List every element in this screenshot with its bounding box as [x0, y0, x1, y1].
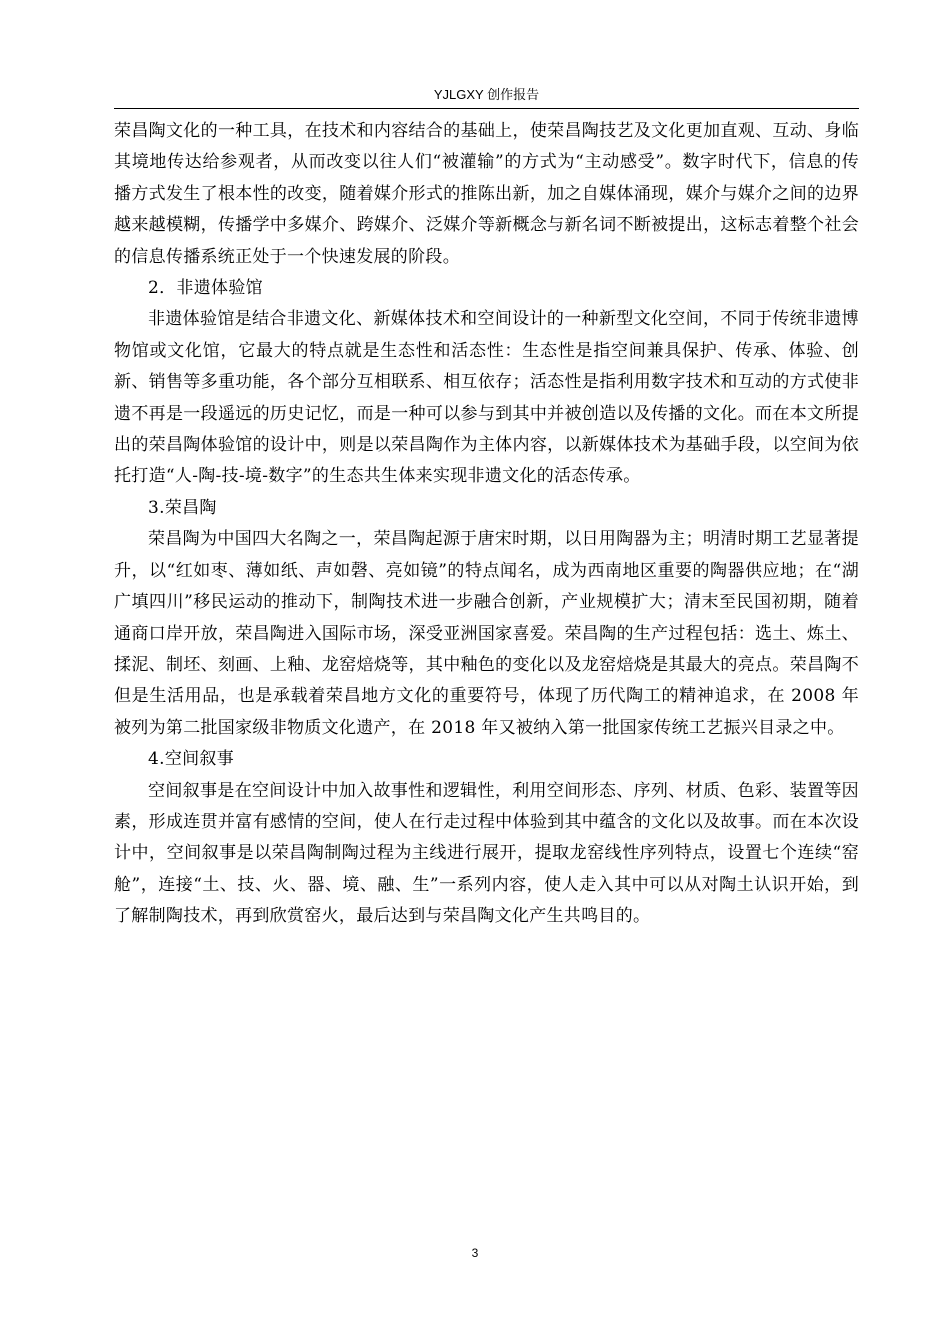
paragraph-rongchang-pottery: 荣昌陶为中国四大名陶之一，荣昌陶起源于唐宋时期，以日用陶器为主；明清时期工艺显著提升，以“红如枣、薄如纸、声如磬、亮如镜”的特点闻名，成为西南地区重要的陶器供应地；在“湖广填四川”移民运动的推动下，制陶技术进一步融合创新，产业规模扩大；清末至民国初期，随着通商口岸开放，荣昌陶进入国际市场，深受亚洲国家喜爱。荣昌陶的生产过程包括：选土、炼土、揉泥、制坯、刻画、上釉、龙窑焙烧等，其中釉色的变化以及龙窑焙烧是其最大的亮点。荣昌陶不但是生活用品，也是承载着荣昌地方文化的重要符号，体现了历代陶工的精神追求，在 2008 年被列为第二批国家级非物质文化遗产，在 2018 年又被纳入第一批国家传统工艺振兴目录之中。: [114, 529, 859, 738]
paragraph-continued: 荣昌陶文化的一种工具，在技术和内容结合的基础上，使荣昌陶技艺及文化更加直观、互动、身临其境地传达给参观者，从而改变以往人们“被灌输”的方式为“主动感受”。数字时代下，信息的传播方式发生了根本性的改变，随着媒介形式的推陈出新，加之自媒体涌现，媒介与媒介之间的边界越来越模糊，传播学中多媒介、跨媒介、泛媒介等新概念与新名词不断被提出，这标志着整个社会的信息传播系统正处于一个快速发展的阶段。: [114, 121, 859, 267]
header-divider: [114, 108, 859, 109]
section-heading-4: 4.空间叙事: [148, 749, 235, 770]
paragraph-spatial-narrative: 空间叙事是在空间设计中加入故事性和逻辑性，利用空间形态、序列、材质、色彩、装置等因素，形成连贯并富有感情的空间，使人在行走过程中体验到其中蕴含的文化以及故事。而在本次设计中，空间叙事是以荣昌陶制陶过程为主线进行展开，提取龙窑线性序列特点，设置七个连续“窑舱”，连接“土、技、火、器、境、融、生”一系列内容，使人走入其中可以从对陶土认识开始，到了解制陶技术，再到欣赏窑火，最后达到与荣昌陶文化产生共鸣目的。: [114, 780, 859, 927]
paragraph-heritage-hall: 非遗体验馆是结合非遗文化、新媒体技术和空间设计的一种新型文化空间，不同于传统非遗博物馆或文化馆，它最大的特点就是生态性和活态性：生态性是指空间兼具保护、传承、体验、创新、销售等多重功能，各个部分互相联系、相互依存；活态性是指利用数字技术和互动的方式使非遗不再是一段遥远的历史记忆，而是一种可以参与到其中并被创造以及传播的文化。而在本文所提出的荣昌陶体验馆的设计中，则是以荣昌陶作为主体内容，以新媒体技术为基础手段，以空间为依托打造“人-陶-技-境-数字”的生态共生体来实现非遗文化的活态传承。: [114, 309, 859, 487]
section-heading-3: 3.荣昌陶: [148, 497, 217, 518]
page-header: YJLGXY 创作报告: [433, 87, 540, 102]
page-number: 3: [471, 1246, 479, 1260]
section-heading-2: 2．非遗体验馆: [148, 278, 263, 299]
body-text: [114, 116, 859, 933]
